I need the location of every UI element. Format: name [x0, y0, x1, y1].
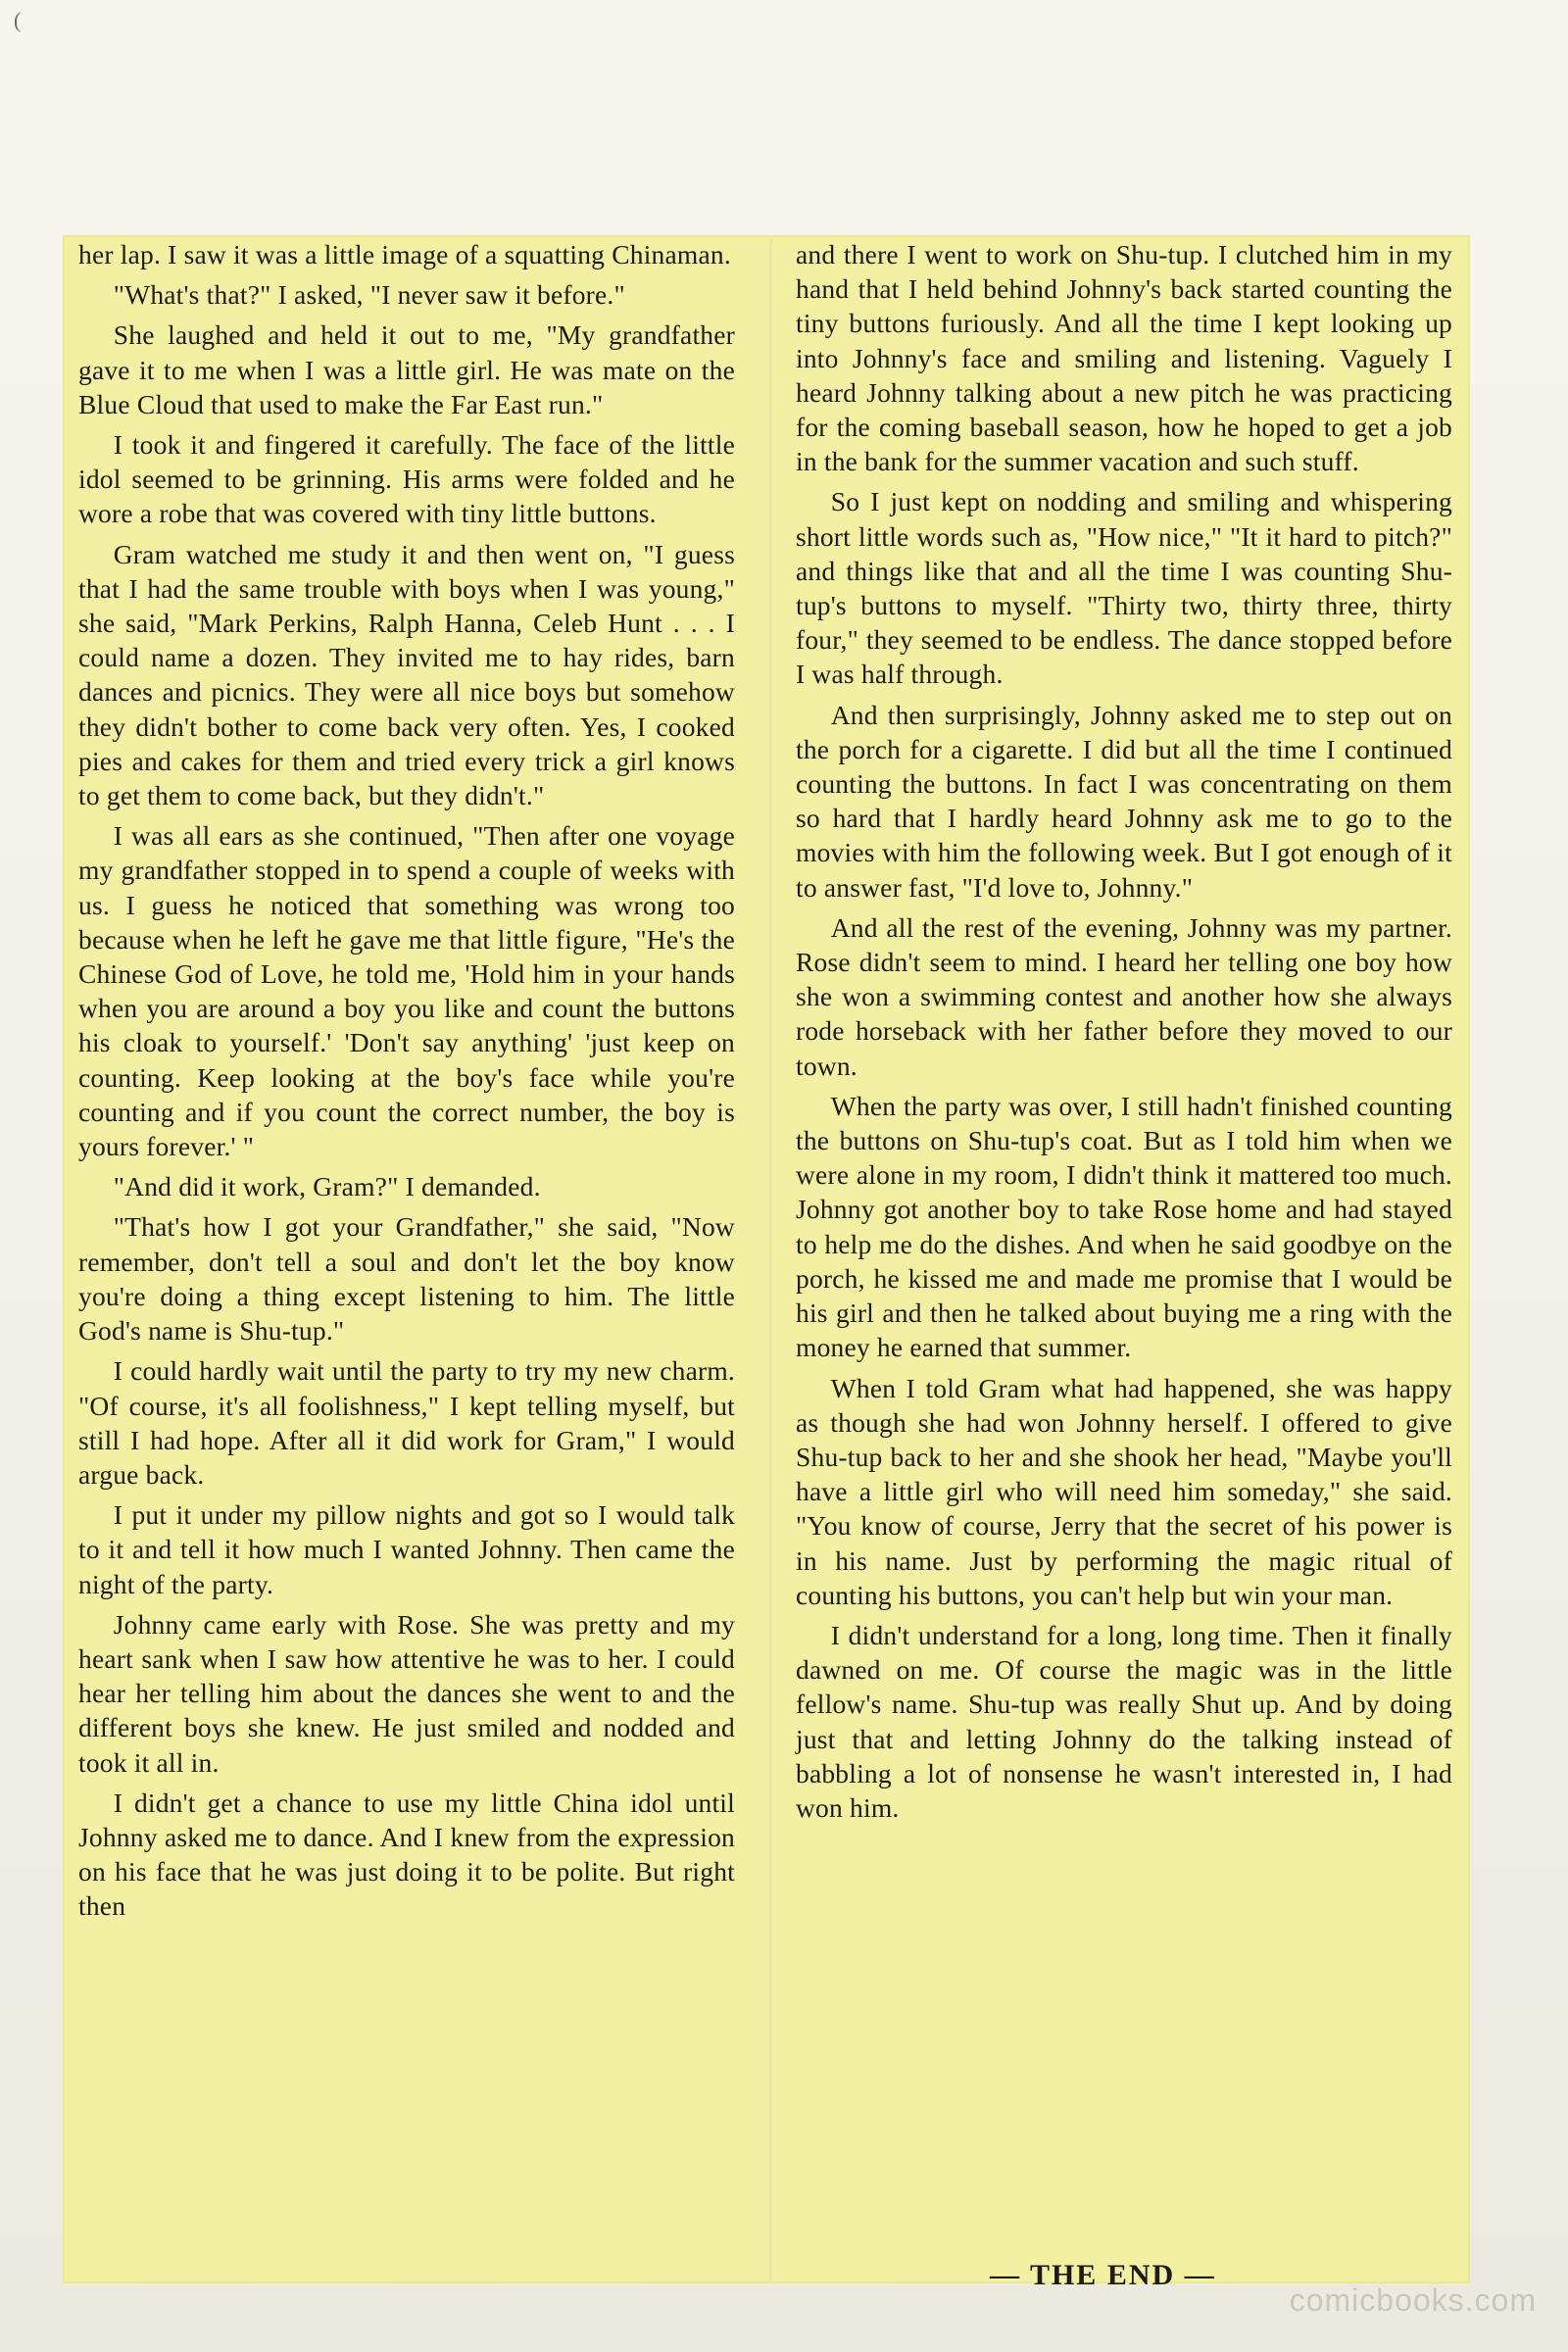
paragraph: "That's how I got your Grandfather," she said, "Now remember, don't tell a soul and don't let the boy know you're doing a thing except listening to him. The little God's name is Shu-tup." — [78, 1211, 735, 1347]
paragraph: And all the rest of the evening, Johnny was my partner. Rose didn't seem to mind. I heard her telling one boy how she won a swimming contest and another how she always rode horseback with her father before they moved to our town. — [796, 911, 1452, 1081]
story-text-panel — [63, 235, 1470, 2283]
paragraph: "And did it work, Gram?" I demanded. — [113, 1171, 541, 1202]
paragraph: And then surprisingly, Johnny asked me to step out on the porch for a cigarette. I did but all the time I continued counting the buttons. In fact I was concentrating on them so hard that I hardly heard Johnny ask me to go to the movies with him the following week. But I got enough of it to answer fast, "I'd love to, Johnny." — [796, 699, 1452, 903]
paragraph: When the party was over, I still hadn't finished counting the buttons on Shu-tup's coat. But as I told him when we were alone in my room, I didn't think it mattered too much. Johnny got another boy to take Rose home and had stayed to help me do the dishes. And when he said goodbye on the porch, he kissed me and made me promise that I would be his girl and then he talked about buying me a ring with the money he earned that summer. — [796, 1090, 1452, 1363]
paragraph: Gram watched me study it and then went on, "I guess that I had the same trouble with boys when I was young," she said, "Mark Perkins, Ralph Hanna, Celeb Hunt . . . I could name a dozen. They invited me to hay rides, barn dances and picnics. They were all nice boys but somehow they didn't bother to come back very often. Yes, I cooked pies and cakes for them and tried every trick a girl knows to get them to come back, but they didn't." — [78, 538, 735, 811]
left-text-column — [78, 235, 735, 2283]
paragraph: So I just kept on nodding and smiling and whispering short little words such as, "How nice," "It it hard to pitch?" and things like that and all the time I was counting Shu-tup's buttons to myself. "Thirty two, thirty three, thirty four," they seemed to be endless. The dance stopped before I was half through. — [796, 486, 1452, 690]
paragraph: I could hardly wait until the party to try my new charm. "Of course, it's all foolishness," I kept telling myself, but still I had hope. After all it did work for Gram," I would argue back. — [78, 1355, 735, 1490]
page-corner-mark: ( — [14, 8, 22, 32]
paragraph: I didn't understand for a long, long time. Then it finally dawned on me. Of course the magic was in the little fellow's name. Shu-tup was really Shut up. And by doing just that and letting Johnny do the talking instead of babbling a lot of nonsense he wasn't interested in, I had won him. — [796, 1619, 1452, 1823]
paragraph: and there I went to work on Shu-tup. I clutched him in my hand that I held behind Johnny's back started counting the tiny buttons furiously. And all the time I kept looking up into Johnny's face and smiling and listening. Vaguely I heard Johnny talking about a new pitch he was practicing for the coming baseball season, how he hoped to get a job in the bank for the summer vacation and such stuff. — [796, 239, 1452, 477]
paragraph: She laughed and held it out to me, "My grandfather gave it to me when I was a little girl. He was mate on the Blue Cloud that used to make the Far East run." — [78, 319, 735, 419]
paragraph: I took it and fingered it carefully. The face of the little idol seemed to be grinning. His arms were folded and he wore a robe that was covered with tiny little buttons. — [78, 429, 735, 529]
paragraph: "What's that?" I asked, "I never saw it before." — [113, 279, 625, 311]
paragraph: I didn't get a chance to use my little China idol until Johnny asked me to dance. And I knew from the expression on his face that he was just doing it to be polite. But right then — [78, 1787, 735, 1922]
the-end-label: — THE END — — [990, 2259, 1216, 2291]
paragraph: her lap. I saw it was a little image of a squatting Chinaman. — [78, 239, 731, 270]
site-watermark: comicbooks.com — [1289, 2282, 1537, 2318]
paragraph: I was all ears as she continued, "Then after one voyage my grandfather stopped in to spend a couple of weeks with us. I guess he noticed that something was wrong too because when he left he gave me that little figure, "He's the Chinese God of Love, he told me, 'Hold him in your hands when you are around a boy you like and count the buttons his cloak to yourself.' 'Don't say anything' 'just keep on counting. Keep looking at the boy's face while you're counting and if you count the correct number, the boy is yours forever.' " — [78, 820, 735, 1162]
right-text-column — [796, 235, 1452, 2283]
paragraph: I put it under my pillow nights and got so I would talk to it and tell it how much I wanted Johnny. Then came the night of the party. — [78, 1499, 735, 1599]
paragraph: When I told Gram what had happened, she was happy as though she had won Johnny herself. I offered to give Shu-tup back to her and she shook her head, "Maybe you'll have a little girl who will need him someday," she said. "You know of course, Jerry that the secret of his power is in his name. Just by performing the magic ritual of counting his buttons, you can't help but win your man. — [796, 1372, 1452, 1610]
column-divider — [769, 235, 772, 2283]
paragraph: Johnny came early with Rose. She was pretty and my heart sank when I saw how attentive he was to her. I could hear her telling him about the dances she went to and the different boys she knew. He just smiled and nodded and took it all in. — [78, 1608, 735, 1778]
